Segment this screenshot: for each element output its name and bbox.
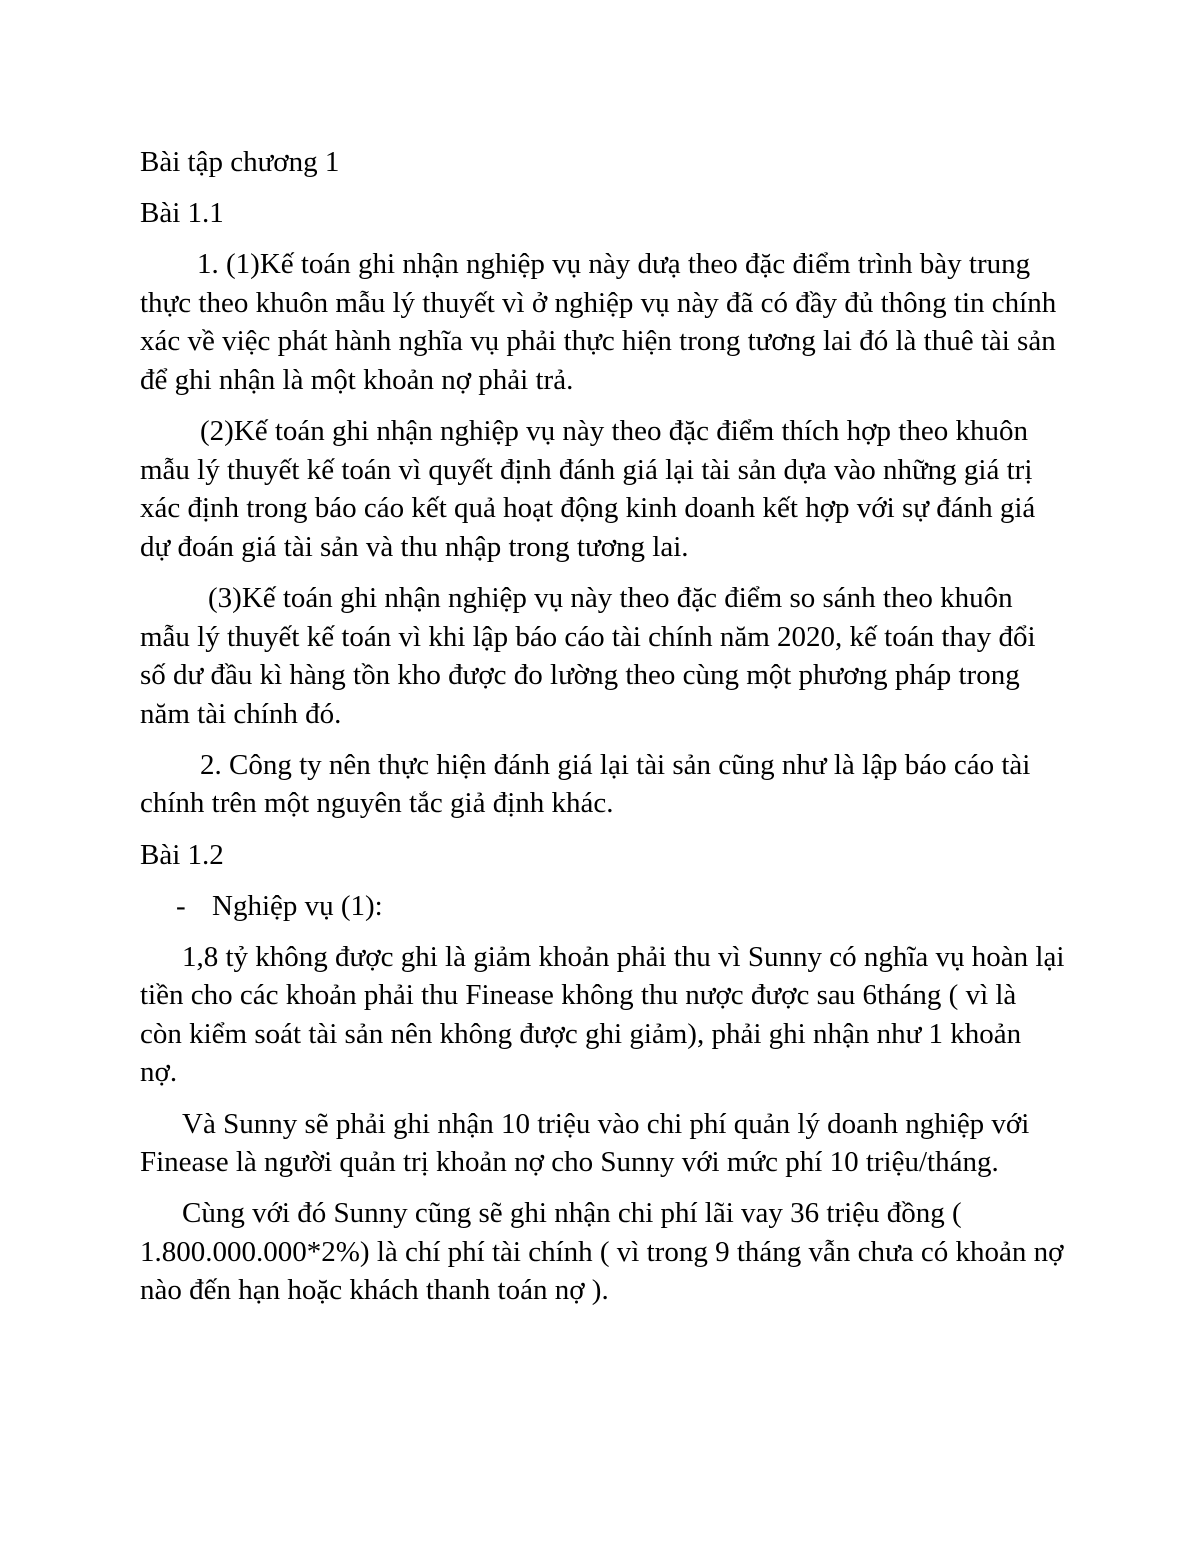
paragraph-1-1-a: 1. (1)Kế toán ghi nhận nghiệp vụ này dưạ theo đặc điểm trình bày trung thực theo khuôn mẫu lý thuyết vì ở nghiệp vụ này đã có đầy đủ thông tin chính xác về việc phát hành nghĩa vụ phải thực hiện trong tương lai đó là thuê tài sản để ghi nhận là một khoản nợ phải trả. (140, 248, 1057, 396)
document-body (140, 143, 1065, 1323)
chapter-title: Bài tập chương 1 (140, 146, 340, 178)
section-heading-1-1: Bài 1.1 (140, 197, 224, 230)
paragraph-1-1-c: (3)Kế toán ghi nhận nghiệp vụ này theo đặc điểm so sánh theo khuôn mẫu lý thuyết kế toán vì khi lập báo cáo tài chính năm 2020, kế toán thay đổi số dư đầu kì hàng tồn kho được đo lường theo cùng một phương pháp trong năm tài chính đó. (140, 581, 1036, 730)
paragraph-1-2-b: Và Sunny sẽ phải ghi nhận 10 triệu vào chi phí quản lý doanh nghiệp với Finease là người quản trị khoản nợ cho Sunny với mức phí 10 triệu/tháng. (140, 1107, 1030, 1179)
paragraph-1-1-b: (2)Kế toán ghi nhận nghiệp vụ này theo đặc điểm thích hợp theo khuôn mẫu lý thuyết kế toán vì quyết định đánh giá lại tài sản dựa vào những giá trị xác định trong báo cáo kết quả hoạt động kinh doanh kết hợp với sự đánh giá dự đoán giá tài sản và thu nhập trong tương lai. (140, 415, 1036, 563)
paragraph-1-2-c: Cùng với đó Sunny cũng sẽ ghi nhận chi phí lãi vay 36 triệu đồng ( 1.800.000.000*2%) là chí phí tài chính ( vì trong 9 tháng vẫn chưa có khoản nợ nào đến hạn hoặc khách thanh toán nợ ). (140, 1197, 1064, 1307)
bullet-text: Nghiệp vụ (1): (212, 889, 383, 922)
paragraph-1-1-d: 2. Công ty nên thực hiện đánh giá lại tài sản cũng như là lập báo cáo tài chính trên một nguyên tắc giả định khác. (140, 748, 1031, 820)
paragraph-1-2-a: 1,8 tỷ không được ghi là giảm khoản phải thu vì Sunny có nghĩa vụ hoàn lại tiền cho các khoản phải thu Finease không thu nược được sau 6tháng ( vì là còn kiểm soát tài sản nên không được ghi giảm), phải ghi nhận như 1 khoản nợ. (140, 940, 1065, 1089)
bullet-item (140, 887, 1065, 926)
section-heading-1-2: Bài 1.2 (140, 838, 224, 871)
bullet-dash: - (176, 889, 186, 922)
